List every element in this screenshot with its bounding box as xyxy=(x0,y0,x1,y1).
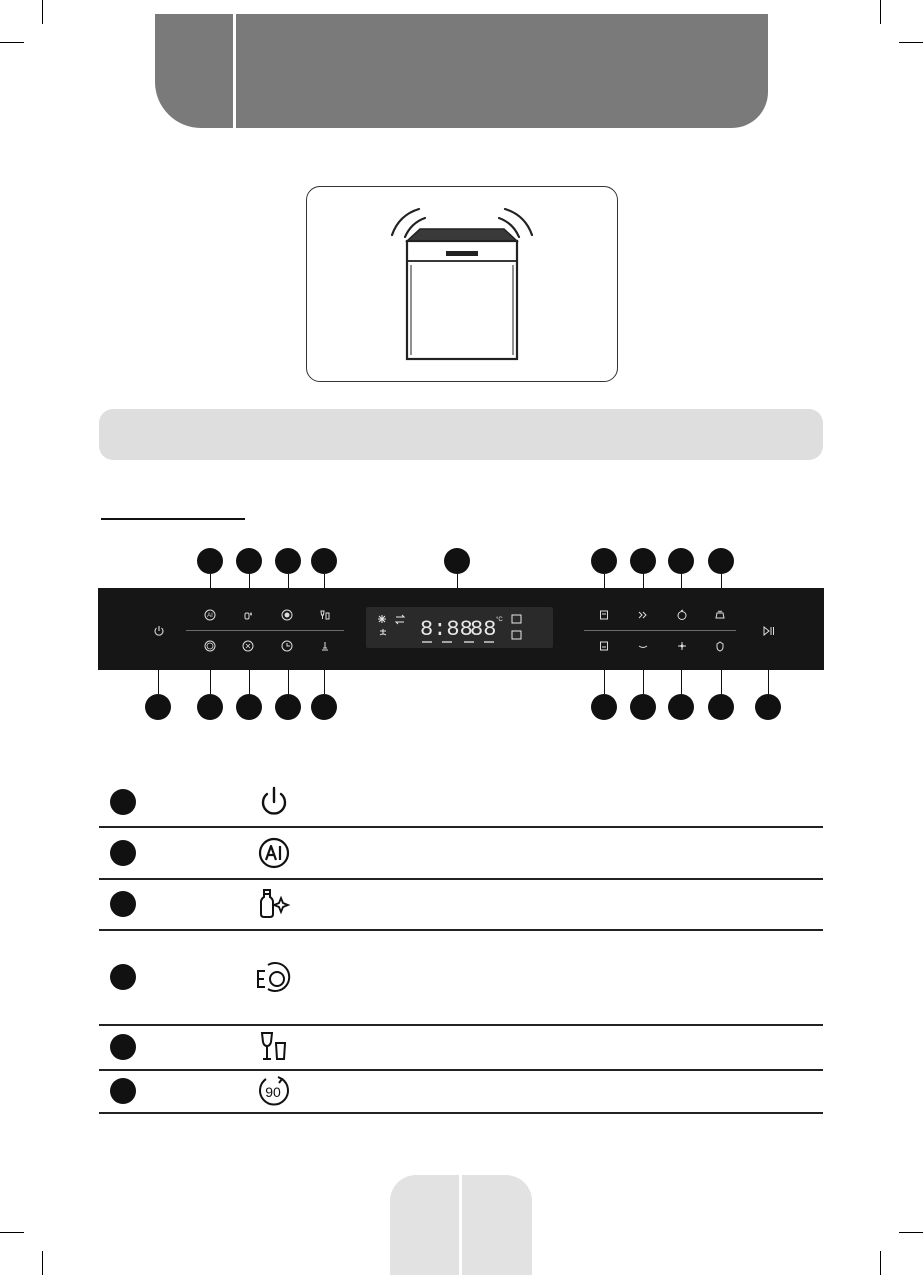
table-divider xyxy=(99,1069,823,1071)
power-icon[interactable] xyxy=(152,624,166,638)
callout-marker-top xyxy=(630,548,656,574)
callout-marker-top xyxy=(708,548,734,574)
svg-text:AI: AI xyxy=(207,613,213,620)
callout-leader xyxy=(288,666,289,694)
speed-icon[interactable] xyxy=(636,608,650,622)
crop-mark xyxy=(880,1251,881,1275)
callout-marker-bottom xyxy=(668,694,694,720)
ai-icon xyxy=(256,835,292,871)
upper-rack-icon[interactable] xyxy=(636,639,650,653)
dry-icon[interactable] xyxy=(713,608,727,622)
callout-leader xyxy=(681,666,682,694)
extra-dry-icon[interactable] xyxy=(675,639,689,653)
header-divider xyxy=(233,14,236,128)
callout-marker-bottom xyxy=(708,694,734,720)
callout-leader xyxy=(210,666,211,694)
table-divider xyxy=(99,1024,823,1026)
callout-marker-bottom xyxy=(591,694,617,720)
callout-marker-bottom xyxy=(145,694,171,720)
callout-marker-top xyxy=(591,548,617,574)
ai-icon[interactable] xyxy=(203,608,217,622)
callout-leader xyxy=(249,666,250,694)
callout-marker-bottom xyxy=(236,694,262,720)
footer-divider xyxy=(459,1175,462,1275)
display-temp-unit: °C xyxy=(496,617,503,623)
callout-marker-top xyxy=(668,548,694,574)
dishwasher-illustration xyxy=(306,186,618,382)
crop-mark xyxy=(0,42,24,43)
table-row-marker xyxy=(110,891,136,917)
lcd-display xyxy=(366,607,553,648)
power-icon xyxy=(256,785,292,821)
baby-care-icon xyxy=(256,886,292,922)
baby-care-icon[interactable] xyxy=(241,608,255,622)
callout-marker-bottom xyxy=(630,694,656,720)
crop-mark xyxy=(42,1251,43,1275)
callout-marker-top xyxy=(275,548,301,574)
crop-mark xyxy=(42,0,43,24)
callout-leader xyxy=(158,666,159,694)
intensive-icon[interactable] xyxy=(280,608,294,622)
display-temp: 88 xyxy=(470,617,497,642)
start-pause-icon[interactable] xyxy=(762,624,776,638)
crop-mark xyxy=(880,0,881,24)
callout-marker-bottom xyxy=(311,694,337,720)
callout-marker-bottom xyxy=(275,694,301,720)
callout-leader xyxy=(604,666,605,694)
callout-leader xyxy=(721,666,722,694)
table-divider xyxy=(99,929,823,931)
callout-marker-bottom xyxy=(755,694,781,720)
hygiene-icon[interactable] xyxy=(675,608,689,622)
display-time: 8:88 xyxy=(420,617,473,642)
crop-mark xyxy=(899,1232,923,1233)
callout-marker-top xyxy=(444,548,470,574)
display-symbols xyxy=(366,607,553,648)
callout-leader xyxy=(324,666,325,694)
dishwasher-icon xyxy=(307,187,617,381)
section-heading-bar xyxy=(99,409,823,460)
callout-leader xyxy=(768,666,769,694)
svg-text:90: 90 xyxy=(265,1084,281,1100)
eco-icon[interactable] xyxy=(203,639,217,653)
panel-divider-left xyxy=(186,630,344,631)
callout-marker-top xyxy=(197,548,223,574)
table-row-marker xyxy=(110,840,136,866)
half-load-icon[interactable] xyxy=(597,608,611,622)
quick-icon[interactable] xyxy=(241,639,255,653)
lower-rack-icon[interactable] xyxy=(597,639,611,653)
table-divider xyxy=(99,1112,823,1114)
callout-marker-top xyxy=(311,548,337,574)
quick-90-icon xyxy=(256,1073,292,1109)
panel-divider-right xyxy=(584,630,736,631)
table-row-marker xyxy=(110,964,136,990)
crop-mark xyxy=(899,42,923,43)
table-row-marker xyxy=(110,789,136,815)
control-panel xyxy=(98,588,824,670)
subheading-underline xyxy=(101,518,245,520)
self-clean-icon[interactable] xyxy=(318,639,332,653)
callout-leader xyxy=(643,666,644,694)
table-divider xyxy=(99,878,823,880)
eco-icon xyxy=(256,959,292,995)
glass-icon xyxy=(256,1029,292,1065)
table-row-marker xyxy=(110,1034,136,1060)
child-lock-icon[interactable] xyxy=(713,639,727,653)
callout-marker-bottom xyxy=(197,694,223,720)
table-divider xyxy=(99,826,823,828)
callout-marker-top xyxy=(236,548,262,574)
crop-mark xyxy=(0,1232,24,1233)
header-tab xyxy=(155,14,768,128)
rapid-icon[interactable] xyxy=(280,639,294,653)
glass-icon[interactable] xyxy=(318,608,332,622)
table-row-marker xyxy=(110,1078,136,1104)
